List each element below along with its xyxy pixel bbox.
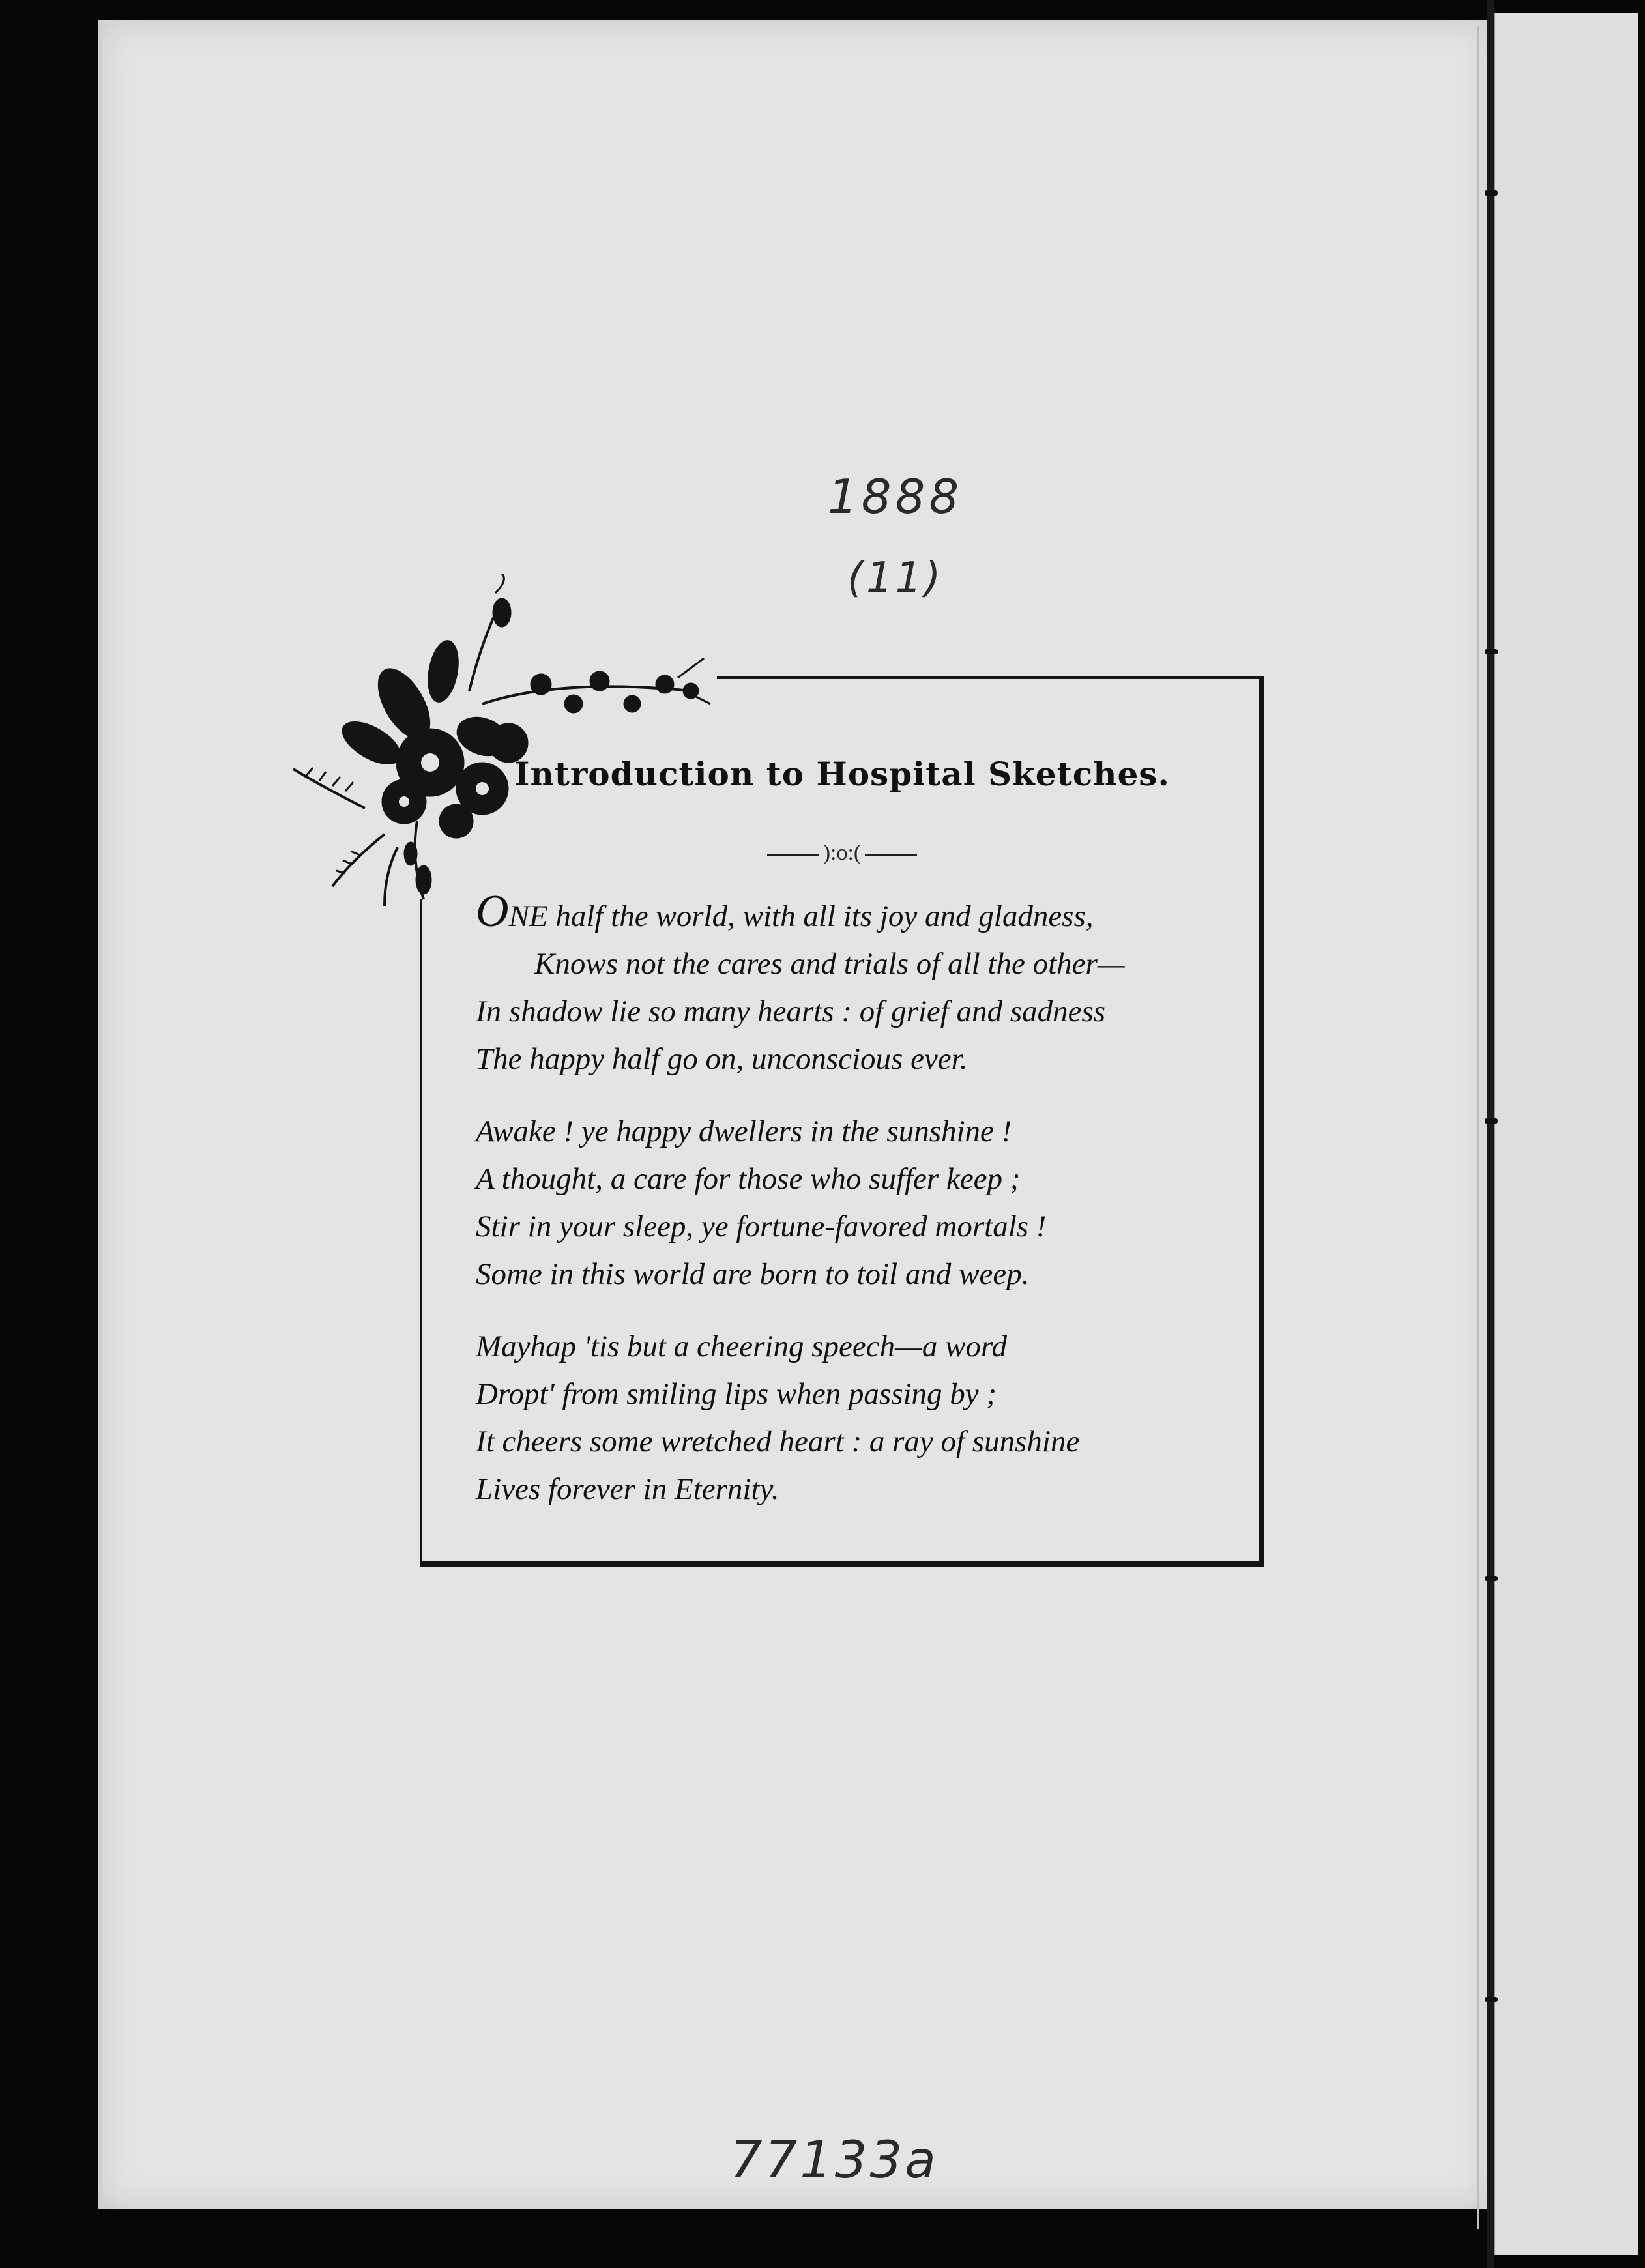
poem-line: Lives forever in Eternity. [476,1472,779,1506]
stitch-mark [1485,1576,1498,1581]
poem-line: Some in this world are born to toil and weep. [476,1257,1030,1291]
poem-line: A thought, a care for those who suffer keep ; [476,1162,1021,1196]
stitch-mark [1485,649,1498,654]
poem-line: Mayhap 'tis but a cheering speech—a word [476,1330,1008,1363]
poem-line: The happy half go on, unconscious ever. [476,1042,968,1076]
fold-line [1477,26,1479,2229]
stitch-mark [1485,190,1498,196]
stanza [476,886,1245,1083]
stitch-mark [1485,1997,1498,2002]
poem-line: Awake ! ye happy dwellers in the sunshine ! [476,1114,1012,1148]
divider-rule-right [865,854,917,856]
divider-ornament: ):o:( [822,841,862,865]
poem-line: Knows not the cares and trials of all the other— [534,947,1125,981]
stanza [476,1323,1245,1513]
adjacent-page-strip [1494,13,1638,2255]
drop-cap: O [476,886,509,937]
poem-line-text: NE half the world, with all its joy and gladness, [508,899,1094,933]
pencil-year-annotation: 1888 [828,469,963,524]
poem-line: Dropt' from smiling lips when passing by ; [476,1377,997,1411]
stanza [476,1108,1245,1298]
pencil-catalog-number: 77133a [730,2131,939,2190]
poem-line: Stir in your sleep, ye fortune-favored mortals ! [476,1210,1047,1243]
title-divider [420,841,1264,865]
poem-line: In shadow lie so many hearts : of grief and sadness [476,995,1106,1028]
stitch-mark [1485,1118,1498,1124]
binding-spine [1487,0,1494,2268]
divider-rule-left [767,854,819,856]
poem-line: It cheers some wretched heart : a ray of sunshine [476,1425,1080,1459]
card-title: Introduction to Hospital Sketches. [514,755,1170,793]
poem-body [476,886,1245,1538]
pencil-number-annotation: (11) [847,554,944,602]
poem-line [476,886,1245,940]
